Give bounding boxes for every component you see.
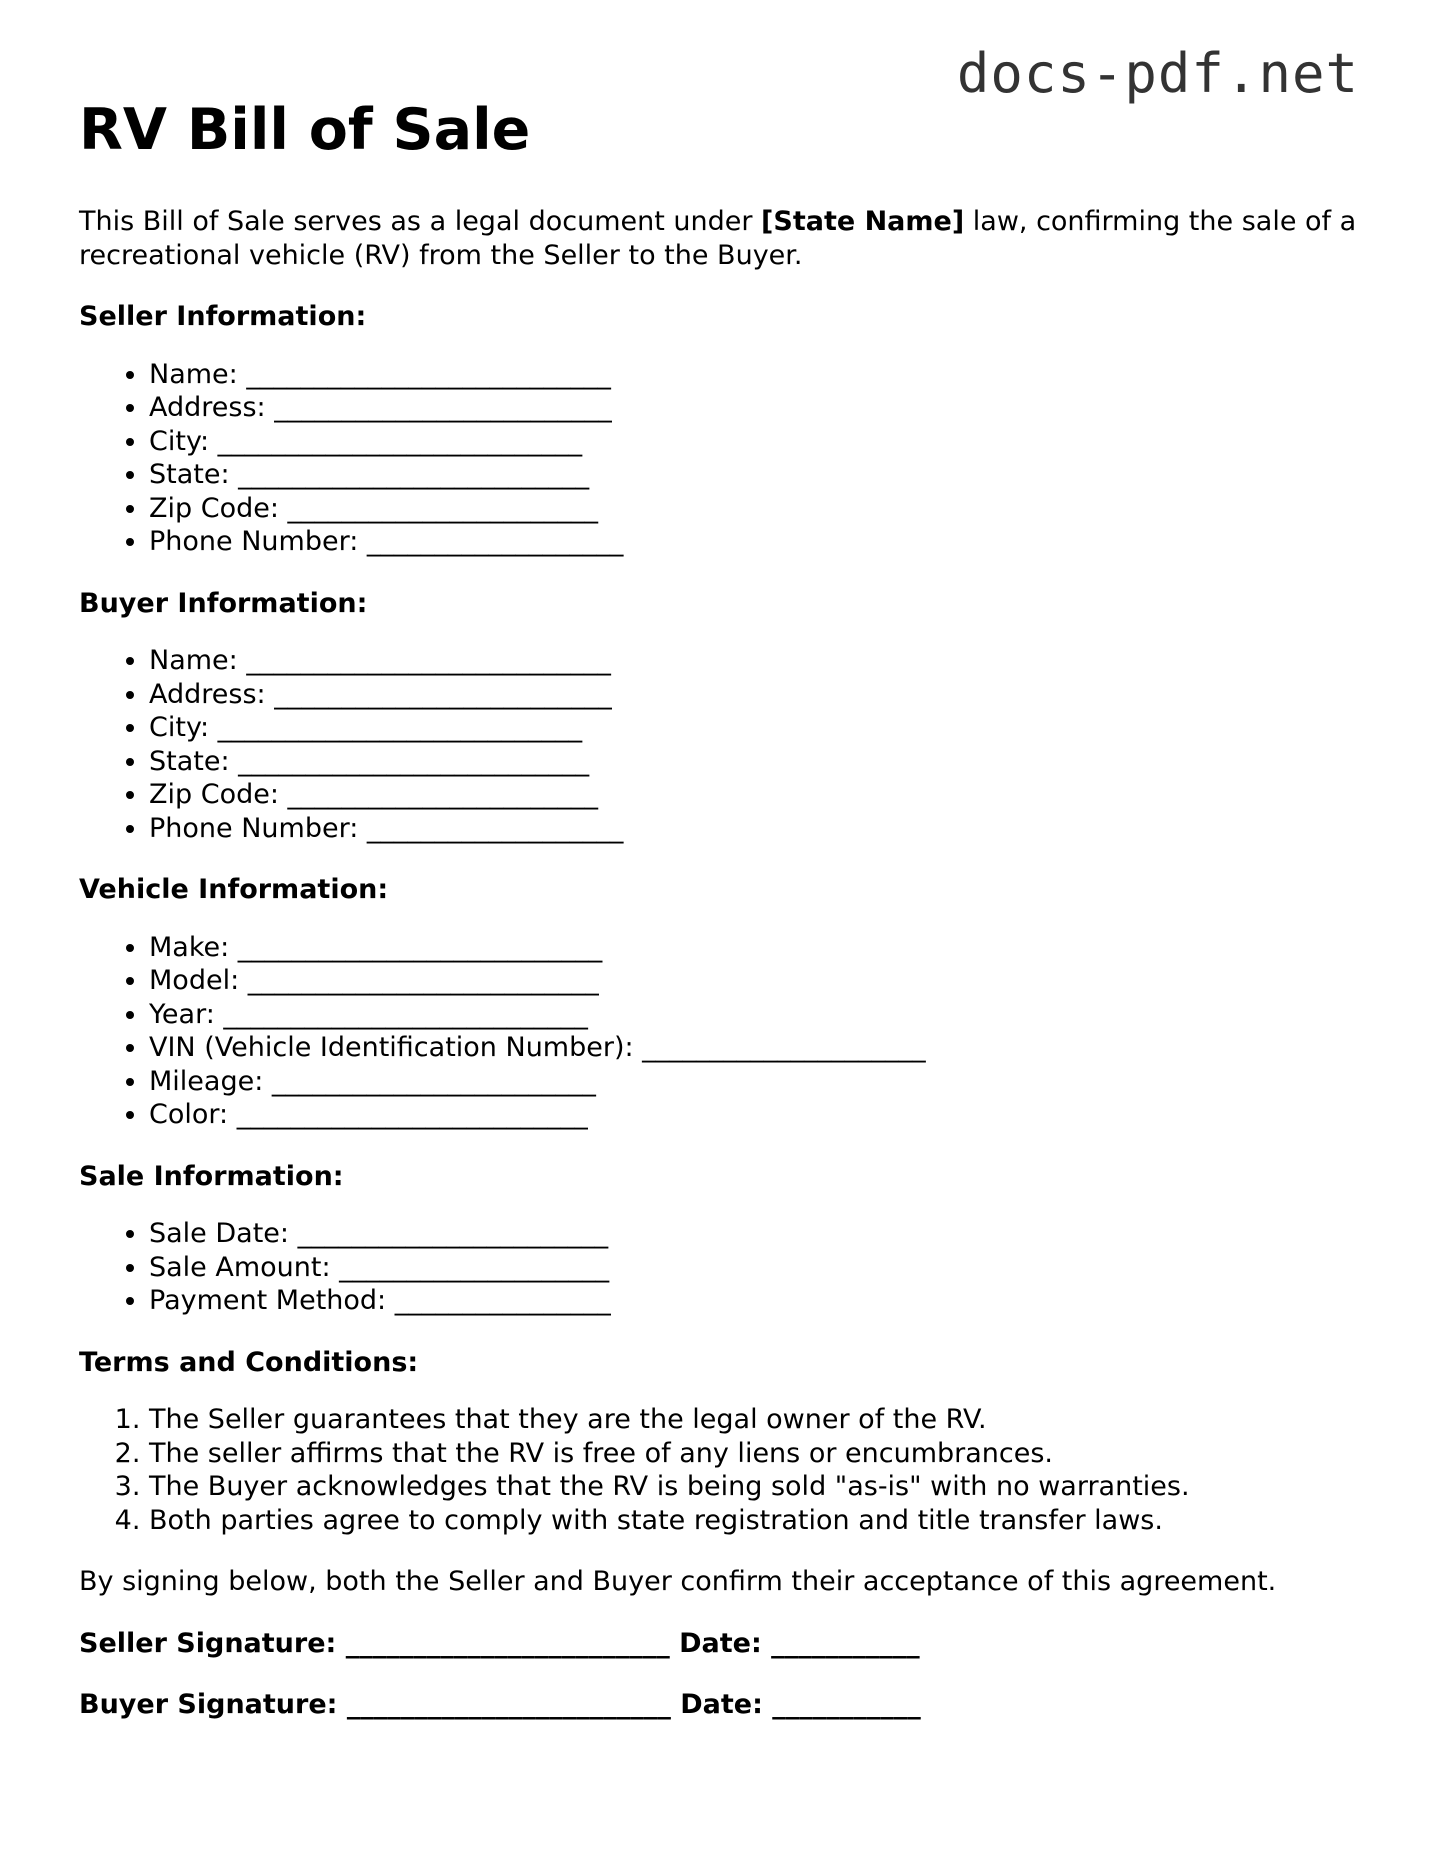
term-item: 4. Both parties agree to comply with state registration and title transfer laws. [149, 1504, 1369, 1538]
buyer-signature-line: Buyer Signature: ________________________ Date: ___________ [79, 1689, 921, 1720]
vehicle-model-field: • Model: __________________________ [149, 964, 1369, 998]
sale-date-field: • Sale Date: _______________________ [149, 1217, 1369, 1251]
buyer-phone-field: • Phone Number: ___________________ [149, 812, 1369, 846]
intro-text-after: law, confirming the sale of a recreational vehicle (RV) from the Seller to the Buyer. [79, 206, 1357, 271]
closing-statement: By signing below, both the Seller and Buyer confirm their acceptance of this agreement. [79, 1566, 1277, 1597]
terms-heading: Terms and Conditions: [79, 1346, 419, 1378]
intro-paragraph [79, 205, 1369, 272]
seller-signature-line: Seller Signature: ________________________ Date: ___________ [79, 1627, 920, 1659]
seller-zip-field: • Zip Code: _______________________ [149, 492, 1369, 526]
seller-city-field: • City: ___________________________ [149, 425, 1369, 459]
state-name-placeholder: [State Name] [761, 206, 965, 237]
watermark: docs-pdf.net [956, 42, 1359, 105]
vehicle-year-field: • Year: ___________________________ [149, 998, 1369, 1032]
seller-information-list [79, 358, 1369, 559]
buyer-city-field: • City: ___________________________ [149, 711, 1369, 745]
sale-amount-field: • Sale Amount: ____________________ [149, 1251, 1369, 1285]
term-item: 3. The Buyer acknowledges that the RV is being sold "as-is" with no warranties. [149, 1470, 1369, 1504]
seller-phone-field: • Phone Number: ___________________ [149, 525, 1369, 559]
intro-text-before: This Bill of Sale serves as a legal document under [79, 206, 762, 237]
seller-name-field: • Name: ___________________________ [149, 358, 1369, 392]
vehicle-make-field: • Make: ___________________________ [149, 931, 1369, 965]
vehicle-vin-field: • VIN (Vehicle Identification Number): _____________________ [149, 1031, 1369, 1065]
document-title: RV Bill of Sale [79, 97, 531, 163]
buyer-state-field: • State: __________________________ [149, 745, 1369, 779]
payment-method-field: • Payment Method: ________________ [149, 1284, 1369, 1318]
vehicle-information-list [79, 931, 1369, 1132]
buyer-information-heading: Buyer Information: [79, 587, 368, 619]
sale-information-heading: Sale Information: [79, 1160, 344, 1192]
vehicle-information-heading: Vehicle Information: [79, 874, 389, 905]
term-item: 1. The Seller guarantees that they are the legal owner of the RV. [149, 1403, 1369, 1437]
buyer-address-field: • Address: _________________________ [149, 678, 1369, 712]
seller-state-field: • State: __________________________ [149, 458, 1369, 492]
term-item: 2. The seller affirms that the RV is free of any liens or encumbrances. [149, 1437, 1369, 1471]
seller-address-field: • Address: _________________________ [149, 391, 1369, 425]
vehicle-color-field: • Color: __________________________ [149, 1098, 1369, 1132]
buyer-information-list [79, 644, 1369, 845]
buyer-zip-field: • Zip Code: _______________________ [149, 778, 1369, 812]
buyer-name-field: • Name: ___________________________ [149, 644, 1369, 678]
sale-information-list [79, 1217, 1369, 1318]
seller-information-heading: Seller Information: [79, 301, 367, 332]
document-body [79, 205, 1369, 1750]
terms-list [79, 1403, 1369, 1537]
vehicle-mileage-field: • Mileage: ________________________ [149, 1065, 1369, 1099]
